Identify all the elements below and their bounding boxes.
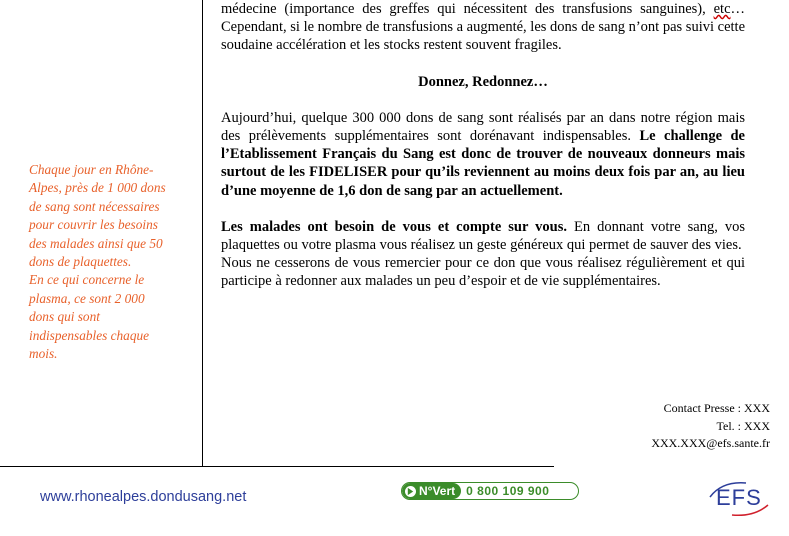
patients-bold-text: Les malades ont besoin de vous et compte sur vous.	[221, 218, 567, 235]
contact-email[interactable]: XXX.XXX@efs.sante.fr	[651, 436, 770, 450]
challenge-bold-text: Le challenge de l’Etablissement Français du Sang est donc de trouver de nouveaux donneurs mais surtout de les FIDELISER pour qu’ils reviennent au moins deux fois par an, au lieu d’une moyenne de 1,6 don de sang par an actuellement.	[221, 128, 745, 199]
section-heading: Donnez, Redonnez…	[418, 73, 548, 90]
nvert-phone-number: 0 800 109 900	[466, 484, 550, 498]
paragraph-patients	[221, 218, 745, 254]
efs-logo	[702, 479, 774, 519]
paragraph-thanks: Nous ne cesserons de vous remercier pour ce don que vous réalisez régulièrement et qui participe à redonner aux malades un peu d’espoir et de vie supplémentaires.	[221, 255, 745, 290]
website-link[interactable]: www.rhonealpes.dondusang.net	[40, 489, 247, 505]
paragraph-intro	[221, 0, 745, 55]
efs-logo-text: EFS	[716, 485, 762, 510]
sidebar-callout	[29, 161, 171, 363]
sidebar-paragraph-2: En ce qui concerne le plasma, ce sont 2 000 dons qui sont indispensables chaque mois.	[29, 272, 150, 362]
toll-free-number-badge	[401, 482, 579, 500]
intro-line-1: médecine (importance des greffes qui nécessitent des transfusions sanguines),	[221, 1, 706, 17]
nvert-label-badge	[402, 483, 461, 499]
sidebar-paragraph-1: Chaque jour en Rhône-Alpes, près de 1 000 dons de sang sont nécessaires pour couvrir les besoins des malades ainsi que 50 dons de plaquettes.	[29, 162, 166, 270]
intro-etc: etc	[713, 1, 731, 17]
press-contact-block	[651, 400, 770, 453]
nvert-label: N°Vert	[419, 484, 456, 498]
challenge-normal-text: Aujourd’hui, quelque 300 000 dons de sang sont réalisés par an dans notre région mais des prélèvements supplémentaires sont dorénavant indispensables.	[221, 109, 745, 145]
intro-rest: … Cependant, si le nombre de transfusions a augmenté, les dons de sang n’ont pas suivi cette soudaine accélération et les stocks restent souvent fragiles.	[221, 1, 746, 54]
footer-divider	[0, 466, 554, 467]
contact-press: Contact Presse : XXX	[663, 401, 770, 415]
column-divider-vertical	[202, 0, 203, 466]
arrow-right-icon	[405, 486, 416, 497]
main-text-column	[221, 0, 745, 291]
patients-normal-text: En donnant votre sang, vos plaquettes ou votre plasma vous réalisez un geste généreux qui permet de sauver des vies.	[221, 218, 746, 254]
contact-tel: Tel. : XXX	[716, 418, 770, 433]
paragraph-challenge	[221, 109, 745, 200]
